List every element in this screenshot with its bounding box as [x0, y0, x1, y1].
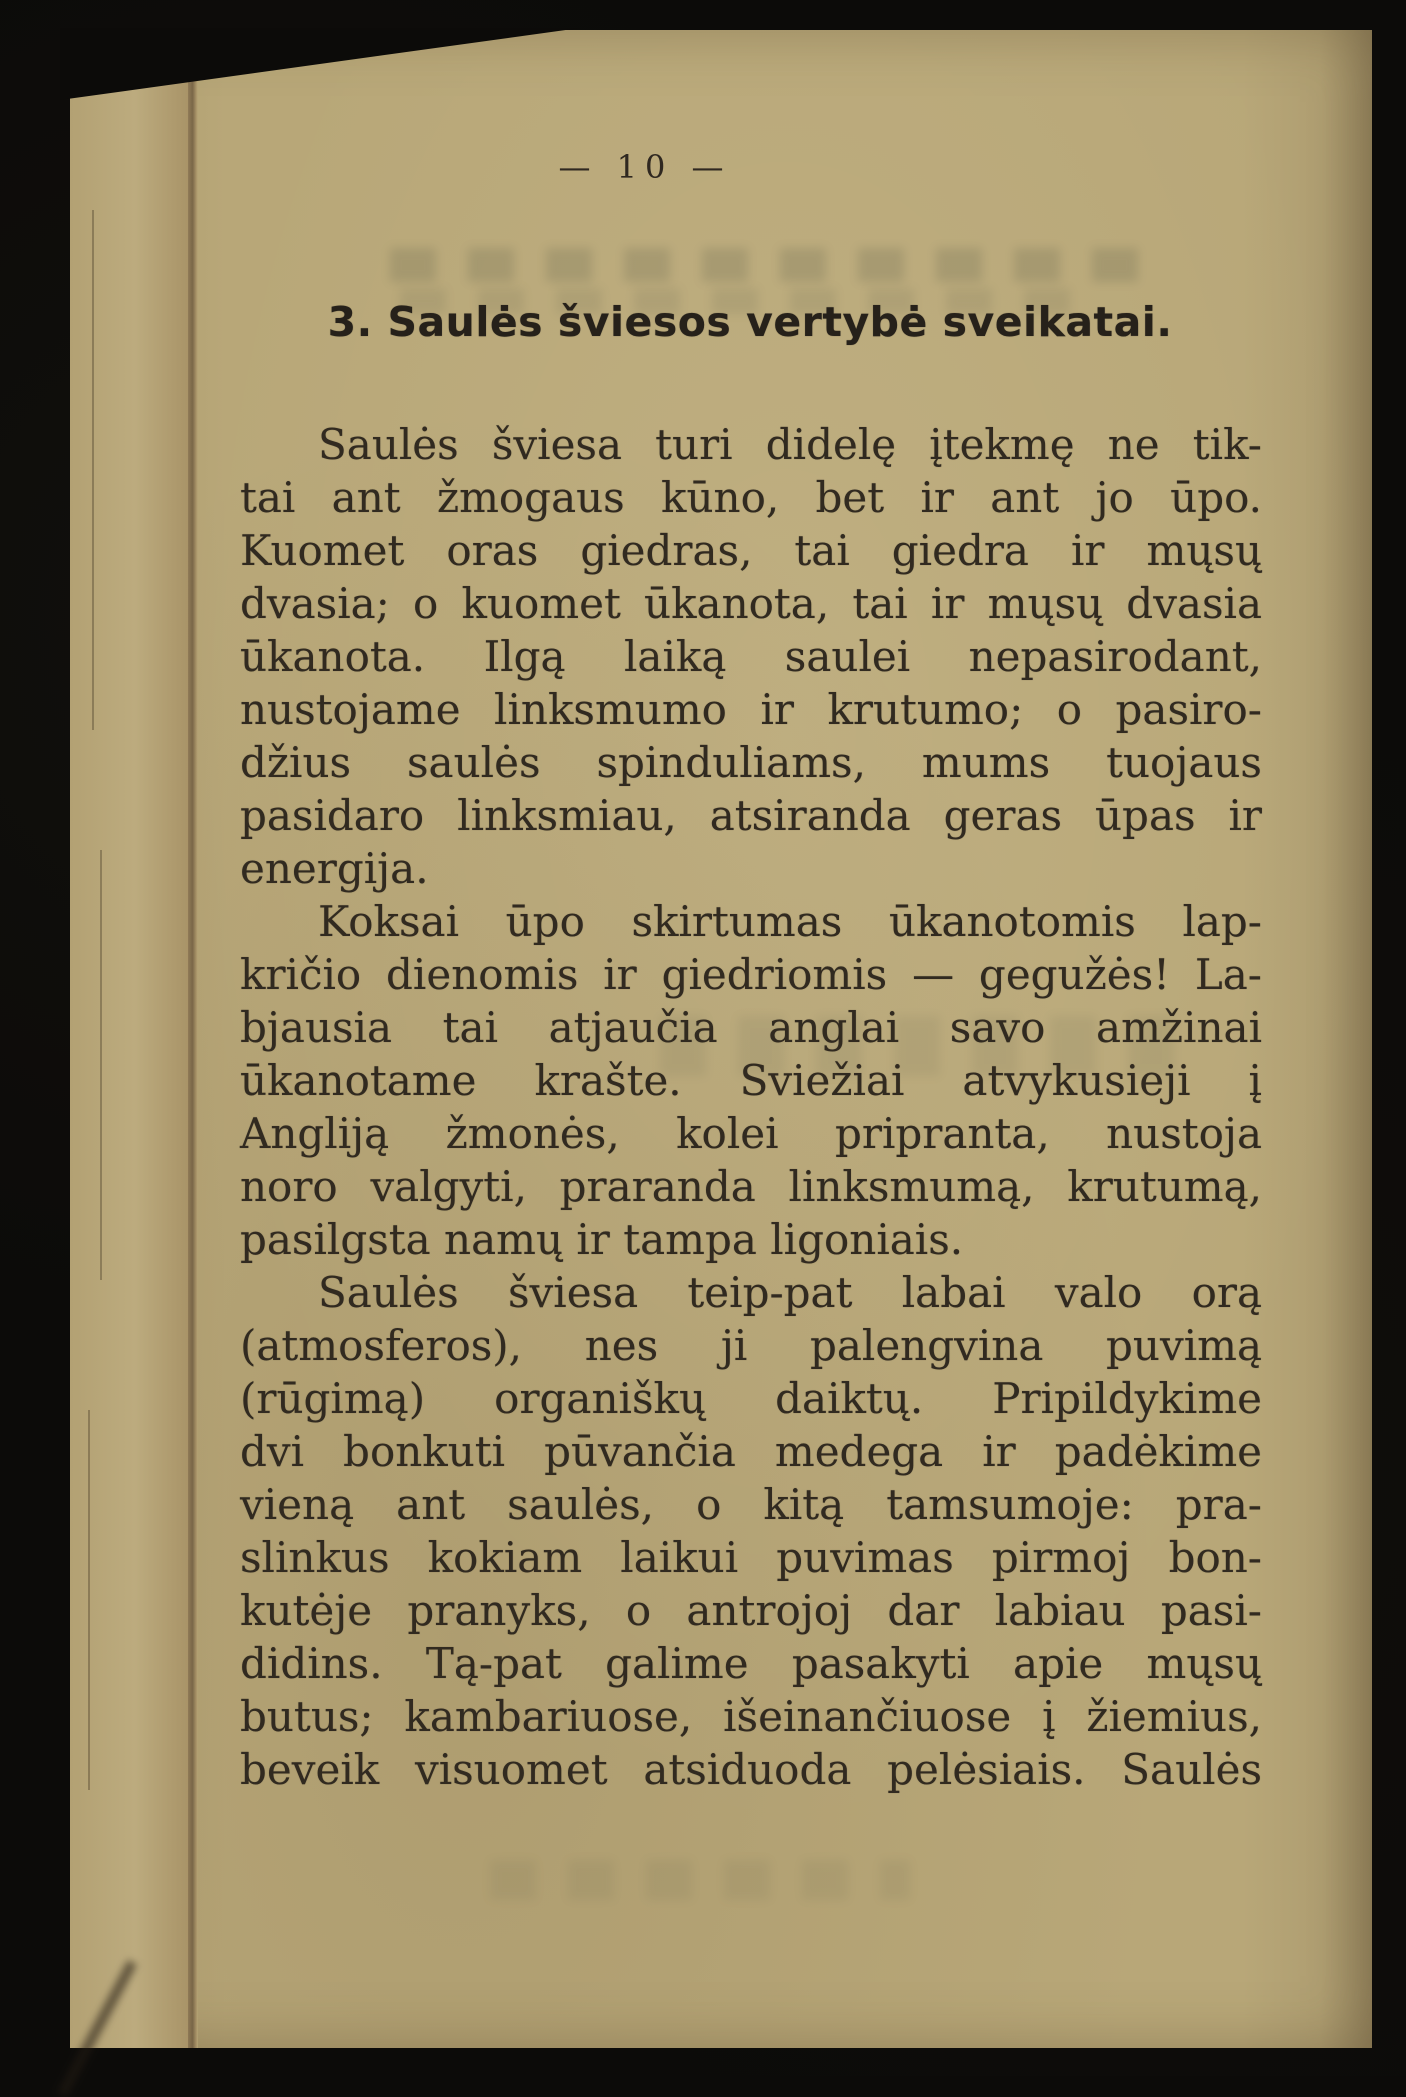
text-line: ūkanota. Ilgą laiką saulei nepasirodant, — [240, 632, 1262, 681]
page-number: — 10 — — [558, 148, 732, 186]
text-line: kričio dienomis ir giedriomis — gegužės! La- — [240, 950, 1262, 999]
bleedthrough-ghost — [490, 1860, 910, 1900]
text-line: Kuomet oras giedras, tai giedra ir mųsų — [240, 526, 1262, 575]
text-line: Koksai ūpo skirtumas ūkanotomis lap- — [318, 897, 1262, 946]
text-line: energija. — [240, 844, 429, 893]
gutter-crease — [188, 30, 198, 2048]
paragraph — [240, 895, 1262, 1266]
section-heading: 3. Saulės šviesos vertybė sveikatai. — [327, 298, 1173, 346]
text-line: dvi bonkuti pūvančia medega ir padėkime — [240, 1427, 1262, 1476]
text-line: tai ant žmogaus kūno, bet ir ant jo ūpo. — [240, 473, 1262, 522]
text-line: Angliją žmonės, kolei pripranta, nustoja — [240, 1109, 1262, 1158]
text-line: pasilgsta namų ir tampa ligoniais. — [240, 1215, 964, 1264]
text-line: Saulės šviesa teip-pat labai valo orą — [318, 1268, 1262, 1317]
text-line: noro valgyti, praranda linksmumą, krutumą, — [240, 1162, 1262, 1211]
text-line: ūkanotame krašte. Sviežiai atvykusieji į — [240, 1056, 1262, 1105]
text-line: Saulės šviesa turi didelę įtekmę ne tik- — [318, 420, 1262, 469]
text-line: slinkus kokiam laikui puvimas pirmoj bon- — [240, 1533, 1262, 1582]
body-text — [240, 418, 1262, 1796]
paragraph — [240, 1266, 1262, 1796]
text-line: džius saulės spinduliams, mums tuojaus — [240, 738, 1262, 787]
text-line: didins. Tą-pat galime pasakyti apie mųsų — [240, 1639, 1262, 1688]
bleedthrough-ghost — [390, 248, 1170, 282]
book-edge-strip — [70, 30, 188, 2048]
paragraph — [240, 418, 1262, 895]
text-line: kutėje pranyks, o antrojoj dar labiau pasi- — [240, 1586, 1262, 1635]
edge-hairline — [100, 850, 102, 1280]
page-sheet — [70, 30, 1372, 2048]
text-line: (rūgimą) organiškų daiktų. Pripildykime — [240, 1374, 1262, 1423]
text-line: vieną ant saulės, o kitą tamsumoje: pra- — [240, 1480, 1262, 1529]
text-line: nustojame linksmumo ir krutumo; o pasiro- — [240, 685, 1262, 734]
text-line: (atmosferos), nes ji palengvina puvimą — [240, 1321, 1262, 1370]
text-line: beveik visuomet atsiduoda pelėsiais. Saulės — [240, 1745, 1262, 1794]
text-line: butus; kambariuose, išeinančiuose į žiemius, — [240, 1692, 1262, 1741]
text-line: pasidaro linksmiau, atsiranda geras ūpas ir — [240, 791, 1262, 840]
text-line: bjausia tai atjaučia anglai savo amžinai — [240, 1003, 1262, 1052]
edge-hairline — [92, 210, 94, 730]
text-line: dvasia; o kuomet ūkanota, tai ir mųsų dvasia — [240, 579, 1262, 628]
edge-hairline — [88, 1410, 90, 1790]
